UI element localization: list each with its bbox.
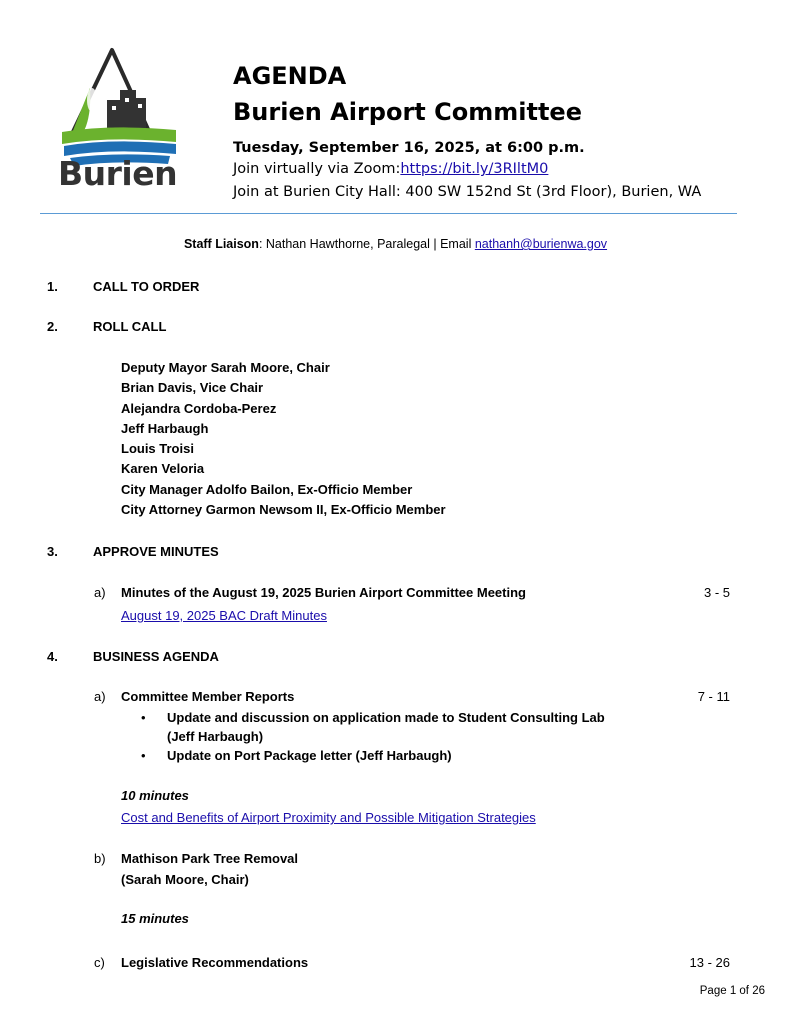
section-heading-business-agenda: BUSINESS AGENDA: [93, 649, 219, 664]
section-number: 1.: [47, 279, 58, 294]
member-name: City Manager Adolfo Bailon, Ex-Officio Member: [121, 481, 413, 497]
bullet-text: Update and discussion on application made to Student Consulting Lab: [167, 710, 605, 725]
committee-reports-pages: 7 - 11: [697, 689, 730, 704]
member-name: Alejandra Cordoba-Perez: [121, 400, 277, 416]
member-list: [121, 358, 446, 520]
bullet-text-cont: (Jeff Harbaugh): [167, 729, 264, 744]
minutes-item-title: Minutes of the August 19, 2025 Burien Airport Committee Meeting: [121, 585, 526, 600]
committee-reports-title: Committee Member Reports: [121, 689, 295, 704]
minutes-item-pages: 3 - 5: [703, 585, 730, 600]
duration-label: 15 minutes: [121, 911, 189, 926]
committee-title: Burien Airport Committee: [233, 98, 582, 126]
zoom-prefix: Join virtually via Zoom:: [233, 161, 401, 177]
draft-minutes-link[interactable]: August 19, 2025 BAC Draft Minutes: [121, 608, 327, 623]
agenda-title: AGENDA: [233, 62, 347, 90]
bullet-icon: •: [141, 748, 146, 763]
liaison-text: Nathan Hawthorne, Paralegal | Email: [265, 237, 475, 251]
legislative-recommendations-title: Legislative Recommendations: [121, 955, 309, 970]
item-letter: b): [94, 851, 106, 866]
legislative-recommendations-pages: 13 - 26: [689, 955, 730, 970]
bullet-text: Update on Port Package letter (Jeff Harbaugh): [167, 748, 452, 763]
page-number: Page 1 of 26: [699, 985, 765, 997]
logo-wordmark: Burien: [58, 154, 178, 193]
section-number: 3.: [47, 544, 58, 559]
duration-label: 10 minutes: [121, 788, 189, 803]
meeting-date: Tuesday, September 16, 2025, at 6:00 p.m.: [233, 140, 585, 156]
bullet-icon: •: [141, 710, 146, 725]
staff-liaison: Staff Liaison: Nathan Hawthorne, Paralegal | Email nathanh@burienwa.gov: [183, 237, 608, 251]
item-letter: a): [94, 585, 106, 600]
member-name: Deputy Mayor Sarah Moore, Chair: [121, 360, 330, 375]
section-heading-roll-call: ROLL CALL: [93, 319, 167, 334]
section-number: 2.: [47, 319, 58, 334]
burien-logo: [52, 46, 192, 196]
liaison-email-link[interactable]: nathanh@burienwa.gov: [474, 237, 608, 251]
section-heading-call-to-order: CALL TO ORDER: [93, 279, 200, 294]
member-name: Brian Davis, Vice Chair: [121, 380, 264, 396]
zoom-link[interactable]: https://bit.ly/3RIltM0: [400, 161, 549, 177]
member-name: Jeff Harbaugh: [121, 420, 209, 436]
item-letter: c): [94, 955, 105, 970]
tree-removal-presenter: (Sarah Moore, Chair): [121, 872, 249, 887]
section-number: 4.: [47, 649, 58, 664]
item-letter: a): [94, 689, 106, 704]
airport-proximity-link[interactable]: Cost and Benefits of Airport Proximity and Possible Mitigation Strategies: [121, 810, 536, 825]
member-name: Karen Veloria: [121, 461, 205, 477]
member-name: City Attorney Garmon Newsom II, Ex-Officio Member: [121, 502, 446, 518]
header-divider: [40, 213, 737, 214]
member-name: Louis Troisi: [121, 441, 194, 457]
section-heading-approve-minutes: APPROVE MINUTES: [93, 544, 219, 559]
zoom-line: [233, 161, 548, 177]
city-hall-line: Join at Burien City Hall: 400 SW 152nd St (3rd Floor), Burien, WA: [233, 184, 702, 200]
liaison-label: Staff Liaison: [183, 237, 259, 251]
tree-removal-title: Mathison Park Tree Removal: [121, 851, 299, 866]
